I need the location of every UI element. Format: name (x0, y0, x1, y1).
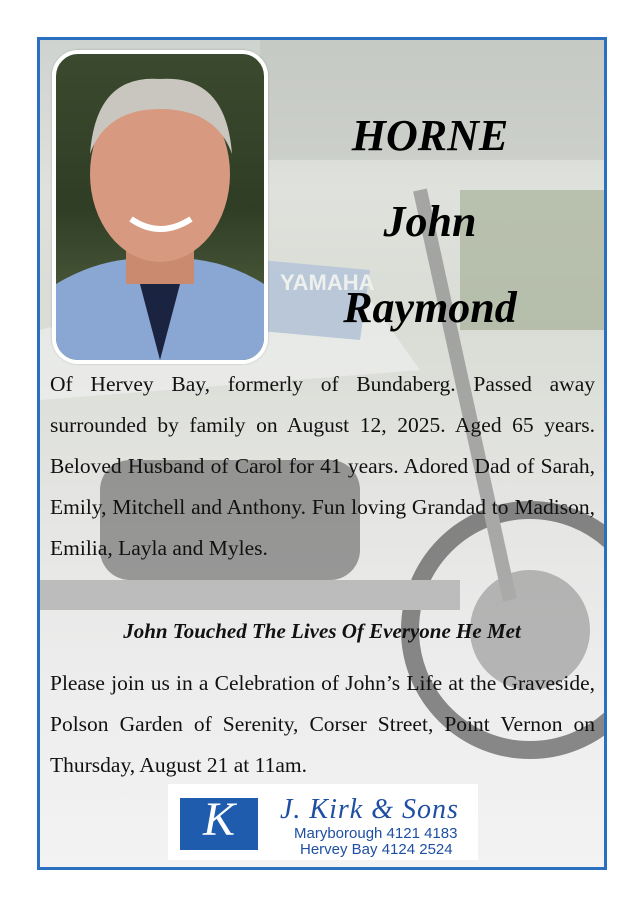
portrait-image (56, 54, 264, 360)
yamaha-text: YAMAHA (280, 270, 375, 295)
tagline: John Touched The Lives Of Everyone He Met (123, 619, 521, 643)
funeral-director-logo (168, 784, 478, 860)
middle-name: Raymond (343, 283, 517, 332)
first-name: John (383, 197, 477, 246)
k-monogram-icon (180, 793, 258, 850)
service-details-paragraph: Please join us in a Celebration of John’s Life at the Graveside, Polson Garden of Serenity, Corser Street, Point Vernon on Thursday, August 21 at 11am. (50, 671, 595, 777)
phone-maryborough: Maryborough 4121 4183 (294, 825, 458, 842)
portrait-photo (52, 50, 268, 364)
logo-letter: K (202, 793, 235, 846)
notice-frame (37, 37, 607, 870)
phone-hervey-bay: Hervey Bay 4124 2524 (300, 841, 453, 858)
death-notice-paragraph: Of Hervey Bay, formerly of Bundaberg. Passed away surrounded by family on August 12, 2025. Aged 65 years. Beloved Husband of Carol for 41 years. Adored Dad of Sarah, Emily, Mitchell and Anthony. Fun loving Grandad to Madison, Emilia, Layla and Myles. (50, 372, 595, 560)
surname: HORNE (351, 111, 509, 160)
funeral-director-name: J. Kirk & Sons (280, 794, 459, 825)
